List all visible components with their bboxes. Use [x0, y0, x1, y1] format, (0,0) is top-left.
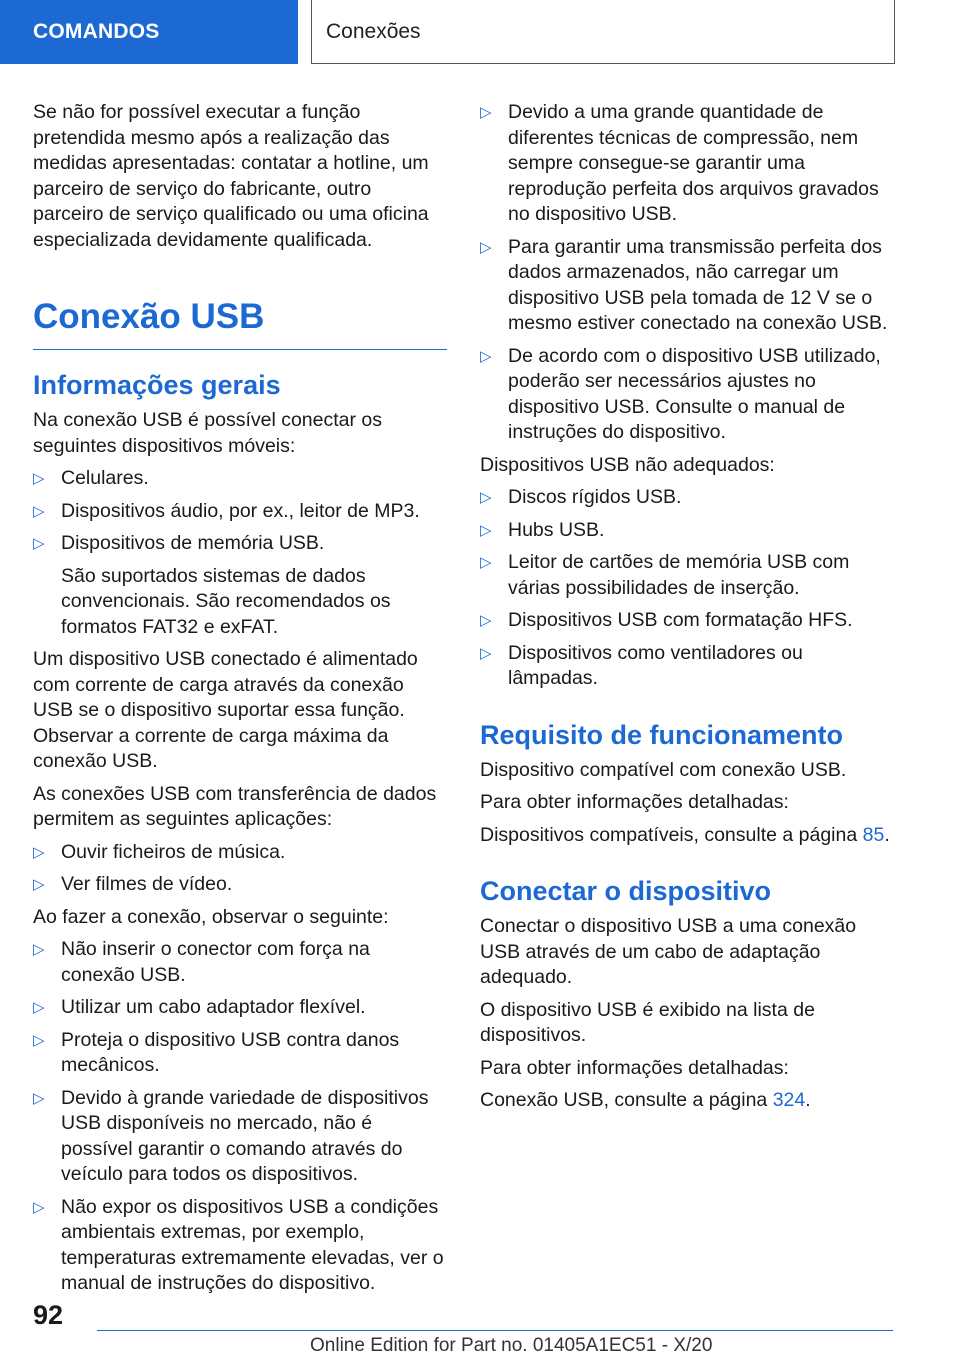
triangle-bullet-icon: ▷	[480, 238, 492, 256]
triangle-bullet-icon: ▷	[33, 1089, 45, 1107]
triangle-bullet-icon: ▷	[33, 502, 45, 520]
precautions-list	[33, 937, 447, 1297]
list-item: ▷ Devido a uma grande quantidade de diferentes técnicas de compressão, nem sempre consegue-se garantir uma reprodução perfeita dos arquivos gravados no dispositivo USB.	[480, 101, 879, 225]
triangle-bullet-icon: ▷	[480, 612, 492, 629]
paragraph: Conectar o dispositivo USB a uma conexão USB através de um cabo de adaptação adequado.	[480, 915, 857, 988]
list-item: ▷ Ouvir ficheiros de música.	[33, 840, 447, 866]
unsuitable-devices-list	[480, 485, 892, 692]
list-item: ▷ Dispositivos USB com formatação HFS.	[480, 608, 892, 634]
triangle-bullet-icon: ▷	[33, 999, 45, 1016]
triangle-bullet-icon: ▷	[480, 489, 492, 506]
paragraph-with-link: Dispositivos compatíveis, consulte a página 85.	[480, 823, 890, 846]
triangle-bullet-icon: ▷	[33, 1031, 45, 1049]
right-column	[480, 100, 892, 1121]
device-list	[33, 466, 447, 640]
list-item-note: São suportados sistemas de dados convencionais. São recomendados os formatos FAT32 e exFAT.	[61, 564, 391, 638]
footer-divider	[97, 1330, 893, 1331]
list-item: ▷ Não inserir o conector com força na conexão USB.	[33, 938, 370, 986]
list-item: ▷ Celulares.	[33, 466, 447, 492]
page-number: 92	[33, 1300, 64, 1330]
triangle-bullet-icon: ▷	[33, 941, 45, 958]
list-item: ▷ Leitor de cartões de memória USB com várias possibilidades de inserção.	[480, 551, 850, 599]
triangle-bullet-icon: ▷	[480, 104, 492, 121]
section-heading: Conexão USB	[33, 295, 447, 350]
paragraph: Na conexão USB é possível conectar os seguintes dispositivos móveis:	[33, 409, 383, 457]
paragraph: Para obter informações detalhadas:	[480, 1056, 789, 1079]
page-link-85[interactable]: 85	[862, 823, 885, 846]
triangle-bullet-icon: ▷	[33, 470, 45, 487]
paragraph: Dispositivo compatível com conexão USB.	[480, 758, 847, 781]
section-tab: COMANDOS	[0, 0, 298, 64]
page-link-324[interactable]: 324	[772, 1089, 806, 1111]
page-header	[0, 0, 960, 66]
subsection-heading-connect: Conectar o dispositivo	[480, 876, 772, 906]
triangle-bullet-icon: ▷	[480, 644, 492, 662]
paragraph: Dispositivos USB não adequados:	[480, 453, 775, 476]
triangle-bullet-icon: ▷	[480, 347, 492, 365]
list-item: ▷ Ver filmes de vídeo.	[33, 872, 447, 898]
paragraph: O dispositivo USB é exibido na lista de dispositivos.	[480, 998, 815, 1046]
precautions-list-continued	[480, 100, 892, 446]
subsection-heading-general: Informações gerais	[33, 370, 281, 400]
list-item: ▷ Não expor os dispositivos USB a condições ambientais extremas, por exemplo, temperaturas extremamente elevadas, ver o manual de instruções do dispositivo.	[33, 1195, 444, 1294]
triangle-bullet-icon: ▷	[33, 1198, 45, 1216]
applications-list	[33, 840, 447, 898]
paragraph-with-link: Conexão USB, consulte a página 324.	[480, 1089, 811, 1111]
list-item: ▷ De acordo com o dispositivo USB utilizado, poderão ser necessários ajustes no dispositivo USB. Consulte o manual de instruções do dispositivo.	[480, 344, 881, 443]
triangle-bullet-icon: ▷	[33, 876, 45, 893]
edition-note: Online Edition for Part no. 01405A1EC51 - X/20	[310, 1335, 713, 1356]
paragraph: Ao fazer a conexão, observar o seguinte:	[33, 905, 389, 928]
intro-paragraph: Se não for possível executar a função pretendida mesmo após a realização das medidas apresentadas: contatar a hotline, um parceiro de serviço do fabricante, outro parceiro de serviço qualificado ou uma oficina especializada devidamente qualificada.	[33, 101, 429, 251]
paragraph: As conexões USB com transferência de dados permitem as seguintes aplicações:	[33, 782, 437, 830]
triangle-bullet-icon: ▷	[480, 554, 492, 571]
left-column	[33, 100, 447, 1304]
list-item: ▷ Discos rígidos USB.	[480, 485, 892, 511]
list-item: ▷ Hubs USB.	[480, 518, 892, 544]
triangle-bullet-icon: ▷	[33, 843, 45, 861]
list-item: ▷ Dispositivos de memória USB. São suportados sistemas de dados convencionais. São recomendados os formatos FAT32 e exFAT.	[33, 531, 447, 640]
list-item: ▷ Dispositivos como ventiladores ou lâmpadas.	[480, 641, 803, 689]
triangle-bullet-icon: ▷	[480, 521, 492, 539]
list-item: ▷ Para garantir uma transmissão perfeita dos dados armazenados, não carregar um dispositivo USB pela tomada de 12 V se o mesmo estiver conectado na conexão USB.	[480, 235, 888, 334]
list-item: ▷ Devido à grande variedade de dispositivos USB disponíveis no mercado, não é possível garantir o comando através do veículo para todos os dispositivos.	[33, 1086, 429, 1185]
chapter-title: Conexões	[311, 0, 895, 64]
list-item: ▷ Utilizar um cabo adaptador flexível.	[33, 995, 447, 1021]
list-item: ▷ Dispositivos áudio, por ex., leitor de MP3.	[33, 499, 447, 525]
paragraph: Para obter informações detalhadas:	[480, 791, 789, 813]
list-item: ▷ Proteja o dispositivo USB contra danos mecânicos.	[33, 1028, 400, 1076]
triangle-bullet-icon: ▷	[33, 535, 45, 552]
subsection-heading-requirement: Requisito de funcionamento	[480, 719, 844, 750]
paragraph: Um dispositivo USB conectado é alimentado com corrente de carga através da conexão USB se o dispositivo suportar essa função. Observar a corrente de carga máxima da conexão USB.	[33, 648, 418, 772]
